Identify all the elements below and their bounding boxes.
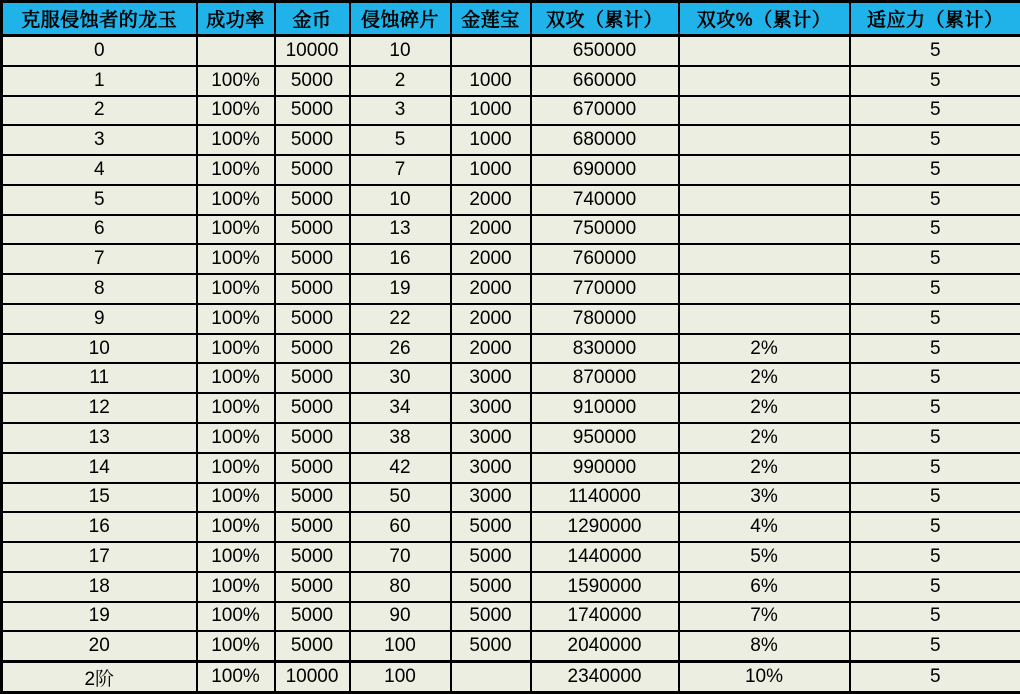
table-row [2, 363, 1020, 393]
table-cell: 5 [850, 542, 1020, 572]
table-row [2, 542, 1020, 572]
table-cell: 100 [350, 631, 451, 661]
table-cell: 34 [350, 393, 451, 423]
table-cell: 670000 [531, 96, 679, 126]
column-header-gold: 金币 [275, 2, 350, 36]
table-cell: 2340000 [531, 662, 679, 693]
table-cell: 3000 [451, 423, 531, 453]
table-cell: 770000 [531, 274, 679, 304]
table-cell: 990000 [531, 453, 679, 483]
table-row [2, 96, 1020, 126]
table-cell: 5000 [275, 363, 350, 393]
table-cell: 2 [350, 66, 451, 96]
table-cell: 80 [350, 572, 451, 602]
table-cell: 42 [350, 453, 451, 483]
table-cell: 2% [679, 423, 850, 453]
table-cell: 5000 [275, 304, 350, 334]
table-cell: 1440000 [531, 542, 679, 572]
table-cell: 750000 [531, 215, 679, 245]
table-cell: 10 [2, 334, 197, 364]
table-cell: 12 [2, 393, 197, 423]
table-cell: 7 [2, 244, 197, 274]
table-cell: 10 [350, 36, 451, 66]
table-cell: 5% [679, 542, 850, 572]
table-row [2, 215, 1020, 245]
table-cell: 5 [850, 274, 1020, 304]
table-cell: 2000 [451, 334, 531, 364]
table-cell: 6% [679, 572, 850, 602]
table-cell: 5000 [275, 393, 350, 423]
table-cell: 5000 [275, 602, 350, 632]
table-cell: 100% [197, 631, 275, 661]
table-cell: 5000 [275, 96, 350, 126]
table-cell: 2 [2, 96, 197, 126]
table-cell: 2% [679, 334, 850, 364]
table-cell: 2000 [451, 304, 531, 334]
table-cell: 740000 [531, 185, 679, 215]
column-header-fragment: 侵蚀碎片 [350, 2, 451, 36]
table-cell: 7% [679, 602, 850, 632]
table-cell: 14 [2, 453, 197, 483]
table-cell: 16 [2, 512, 197, 542]
table-cell: 3000 [451, 393, 531, 423]
table-cell: 18 [2, 572, 197, 602]
table-cell: 20 [2, 631, 197, 661]
table-row [2, 572, 1020, 602]
table-cell: 830000 [531, 334, 679, 364]
table-cell: 5 [850, 423, 1020, 453]
table-cell: 5000 [275, 423, 350, 453]
table-cell: 5 [850, 125, 1020, 155]
table-cell: 1000 [451, 155, 531, 185]
table-cell: 2040000 [531, 631, 679, 661]
table-cell: 100% [197, 185, 275, 215]
column-header-level: 克服侵蚀者的龙玉 [2, 2, 197, 36]
table-cell: 19 [2, 602, 197, 632]
table-cell: 2% [679, 453, 850, 483]
table-cell: 10 [350, 185, 451, 215]
table-cell: 9 [2, 304, 197, 334]
table-cell: 5000 [275, 274, 350, 304]
table-row [2, 334, 1020, 364]
table-cell: 1590000 [531, 572, 679, 602]
table-cell: 2000 [451, 185, 531, 215]
table-cell [679, 155, 850, 185]
table-cell [451, 36, 531, 66]
table-cell: 2% [679, 363, 850, 393]
table-row [2, 66, 1020, 96]
table-cell: 5 [850, 631, 1020, 661]
table-cell: 5 [850, 453, 1020, 483]
table-cell [679, 304, 850, 334]
table-cell: 1000 [451, 96, 531, 126]
table-row [2, 512, 1020, 542]
table-cell: 100% [197, 244, 275, 274]
table-cell: 2阶 [2, 662, 197, 693]
column-header-lotus: 金莲宝 [451, 2, 531, 36]
table-cell: 100% [197, 304, 275, 334]
table-cell: 6 [2, 215, 197, 245]
table-cell: 1000 [451, 125, 531, 155]
table-cell: 100% [197, 662, 275, 693]
table-cell: 30 [350, 363, 451, 393]
table-cell: 5 [850, 304, 1020, 334]
table-cell: 100% [197, 572, 275, 602]
table-cell: 870000 [531, 363, 679, 393]
table-cell: 13 [2, 423, 197, 453]
table-cell: 1000 [451, 66, 531, 96]
table-cell: 2000 [451, 274, 531, 304]
table-cell: 100% [197, 125, 275, 155]
table-cell [679, 215, 850, 245]
table-cell: 15 [2, 483, 197, 513]
table-cell: 100% [197, 542, 275, 572]
column-header-atk: 双攻（累计） [531, 2, 679, 36]
table-cell: 5000 [275, 483, 350, 513]
table-cell: 5 [2, 185, 197, 215]
table-cell: 1 [2, 66, 197, 96]
table-cell: 5 [850, 155, 1020, 185]
table-cell: 5000 [275, 185, 350, 215]
table-cell [451, 662, 531, 693]
table-cell: 5000 [275, 542, 350, 572]
column-header-adapt: 适应力（累计） [850, 2, 1020, 36]
table-cell [679, 36, 850, 66]
table-cell [197, 36, 275, 66]
table-cell: 5000 [275, 215, 350, 245]
table-cell: 100% [197, 423, 275, 453]
table-cell: 10000 [275, 36, 350, 66]
table-cell [679, 185, 850, 215]
table-row [2, 155, 1020, 185]
table-row [2, 304, 1020, 334]
table-row [2, 393, 1020, 423]
table-cell: 100% [197, 155, 275, 185]
table-cell: 5 [850, 334, 1020, 364]
table-cell: 5000 [275, 453, 350, 483]
table-cell: 5000 [275, 155, 350, 185]
table-cell: 8% [679, 631, 850, 661]
table-cell: 13 [350, 215, 451, 245]
table-cell: 910000 [531, 393, 679, 423]
table-cell: 10000 [275, 662, 350, 693]
table-cell: 5000 [451, 512, 531, 542]
table-cell: 2000 [451, 215, 531, 245]
table-cell: 100% [197, 602, 275, 632]
table-row [2, 125, 1020, 155]
table-cell: 5 [850, 36, 1020, 66]
table-cell: 100% [197, 453, 275, 483]
table-row [2, 631, 1020, 661]
table-row [2, 423, 1020, 453]
table-cell: 5 [850, 483, 1020, 513]
table-cell: 4% [679, 512, 850, 542]
table-cell: 100% [197, 483, 275, 513]
table-cell: 5000 [275, 125, 350, 155]
table-cell: 100% [197, 363, 275, 393]
table-cell: 5000 [275, 512, 350, 542]
table-cell: 5 [850, 512, 1020, 542]
table-cell [679, 244, 850, 274]
column-header-atkpct: 双攻%（累计） [679, 2, 850, 36]
table-cell: 90 [350, 602, 451, 632]
column-header-success: 成功率 [197, 2, 275, 36]
table-cell: 5000 [275, 334, 350, 364]
table-cell: 5 [850, 96, 1020, 126]
table-cell: 1290000 [531, 512, 679, 542]
table-cell: 5 [850, 572, 1020, 602]
table-cell: 8 [2, 274, 197, 304]
table-row [2, 185, 1020, 215]
table-cell: 11 [2, 363, 197, 393]
table-cell: 5000 [275, 572, 350, 602]
table-cell: 5 [850, 244, 1020, 274]
table-cell: 5 [850, 393, 1020, 423]
table-cell: 1140000 [531, 483, 679, 513]
table-cell: 100% [197, 334, 275, 364]
table-cell: 5 [850, 215, 1020, 245]
table-cell: 60 [350, 512, 451, 542]
table-row [2, 602, 1020, 632]
table-row [2, 36, 1020, 66]
table-row [2, 244, 1020, 274]
table-cell: 5000 [275, 631, 350, 661]
table-cell: 17 [2, 542, 197, 572]
table-cell: 2000 [451, 244, 531, 274]
table-cell: 760000 [531, 244, 679, 274]
table-cell: 100% [197, 215, 275, 245]
table-cell: 2% [679, 393, 850, 423]
table-cell: 660000 [531, 66, 679, 96]
table-cell: 3000 [451, 483, 531, 513]
table-cell: 5 [850, 66, 1020, 96]
table-row [2, 662, 1020, 693]
table-cell: 22 [350, 304, 451, 334]
table-cell: 5 [850, 662, 1020, 693]
table-cell: 19 [350, 274, 451, 304]
table-cell: 3000 [451, 363, 531, 393]
table-cell: 780000 [531, 304, 679, 334]
table-cell: 5000 [451, 572, 531, 602]
table-cell: 100% [197, 512, 275, 542]
table-cell: 5 [850, 363, 1020, 393]
table-cell: 5 [350, 125, 451, 155]
table-cell: 100% [197, 66, 275, 96]
table-cell: 5 [850, 185, 1020, 215]
table-cell: 4 [2, 155, 197, 185]
table-row [2, 453, 1020, 483]
table-cell: 5 [850, 602, 1020, 632]
table-cell: 0 [2, 36, 197, 66]
table-cell: 16 [350, 244, 451, 274]
table-cell: 3% [679, 483, 850, 513]
table-cell: 1740000 [531, 602, 679, 632]
table-cell: 100% [197, 96, 275, 126]
table-cell: 3 [350, 96, 451, 126]
table-cell: 38 [350, 423, 451, 453]
table-row [2, 483, 1020, 513]
table-row [2, 274, 1020, 304]
table-cell: 26 [350, 334, 451, 364]
table-cell: 50 [350, 483, 451, 513]
table-cell: 5000 [451, 631, 531, 661]
table-cell: 10% [679, 662, 850, 693]
table-cell [679, 274, 850, 304]
header-row [2, 2, 1020, 36]
table-cell: 7 [350, 155, 451, 185]
table-cell: 680000 [531, 125, 679, 155]
table-cell: 5000 [275, 66, 350, 96]
table-cell: 100 [350, 662, 451, 693]
table-cell: 5000 [451, 602, 531, 632]
table-cell: 950000 [531, 423, 679, 453]
table-cell: 100% [197, 393, 275, 423]
table-cell [679, 125, 850, 155]
table-cell: 3000 [451, 453, 531, 483]
table-cell: 650000 [531, 36, 679, 66]
table-cell [679, 66, 850, 96]
table-cell: 5000 [451, 542, 531, 572]
table-cell: 3 [2, 125, 197, 155]
table-cell: 100% [197, 274, 275, 304]
table-cell: 690000 [531, 155, 679, 185]
table-cell: 70 [350, 542, 451, 572]
table-cell: 5000 [275, 244, 350, 274]
table-cell [679, 96, 850, 126]
